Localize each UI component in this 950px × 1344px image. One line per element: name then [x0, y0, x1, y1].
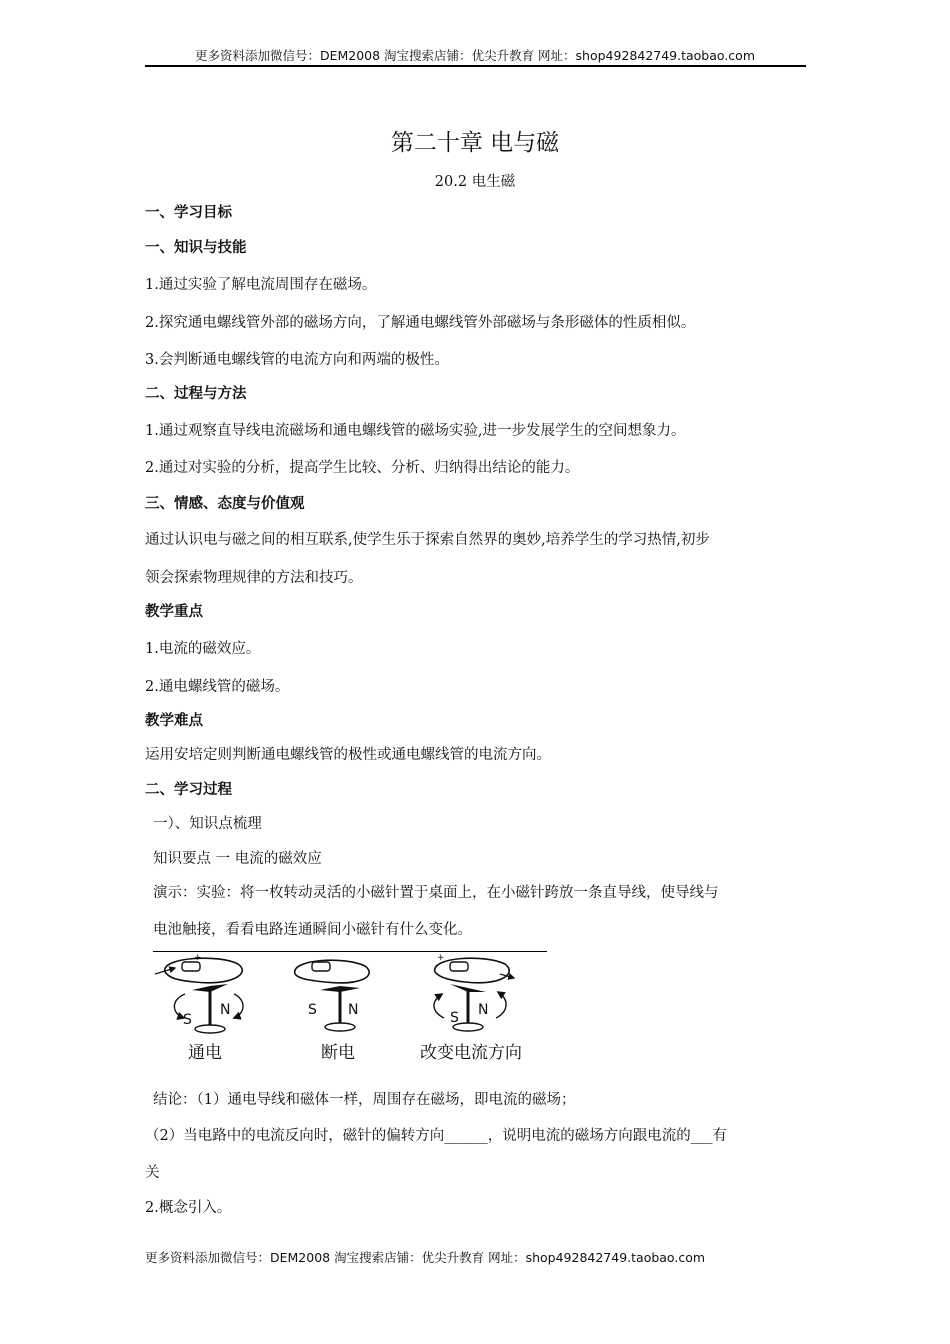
- pole-n-label: N: [348, 1002, 359, 1018]
- stand-base: [195, 1025, 225, 1033]
- conclusion-text: 关: [145, 1165, 160, 1181]
- knowledge-item: 3.会判断通电螺线管的电流方向和两端的极性。: [145, 352, 449, 368]
- emotion-text: 领会探索物理规律的方法和技巧。: [145, 570, 363, 586]
- wire-loop: [435, 958, 510, 983]
- conclusion-text: 结论：（1）通电导线和磁体一样，周围存在磁场，即电流的磁场；: [153, 1092, 576, 1108]
- goals-heading: 一、学习目标: [145, 205, 232, 221]
- knowledge-points-subheading: 一）、知识点梳理: [153, 816, 262, 832]
- process-item: 2.通过对实验的分析，提高学生比较、分析、归纳得出结论的能力。: [145, 460, 580, 476]
- difficult-point-text: 运用安培定则判断通电螺线管的极性或通电螺线管的电流方向。: [145, 747, 551, 763]
- battery-icon: [450, 962, 468, 971]
- process-item: 1.通过观察直导线电流磁场和通电螺线管的磁场实验,进一步发展学生的空间想象力。: [145, 423, 686, 439]
- demo-text: 电池触接，看看电路连通瞬间小磁针有什么变化。: [153, 922, 472, 938]
- pole-s-label: S: [450, 1010, 459, 1026]
- pole-s-label: S: [183, 1012, 192, 1028]
- process-heading: 二、过程与方法: [145, 386, 247, 402]
- knowledge-item: 1.通过实验了解电流周围存在磁场。: [145, 277, 377, 293]
- battery-plus-sign: +: [194, 953, 202, 963]
- page-header: 更多资料添加微信号：DEM2008 淘宝搜索店铺：优尖升教育 网址：shop492842749.taobao.com: [194, 48, 756, 63]
- deflection-arrow-icon: [434, 994, 444, 1018]
- learning-process-heading: 二、学习过程: [145, 782, 232, 798]
- key-point-item: 1.电流的磁效应。: [145, 641, 261, 657]
- emotion-heading: 三、情感、态度与价值观: [145, 496, 305, 512]
- deflection-arrow-icon: [496, 992, 506, 1018]
- knowledge-item: 2.探究通电螺线管外部的磁场方向，了解通电螺线管外部磁场与条形磁体的性质相似。: [145, 315, 696, 331]
- difficult-points-heading: 教学难点: [145, 713, 203, 729]
- wire-loop: [165, 958, 243, 983]
- knowledge-point-title: 知识要点 一 电流的磁效应: [153, 851, 322, 867]
- label-current-off: 断电: [321, 1043, 355, 1063]
- page-footer: 更多资料添加微信号：DEM2008 淘宝搜索店铺：优尖升教育 网址：shop492842749.taobao.com: [145, 1250, 706, 1265]
- deflection-arrow-icon: [234, 994, 243, 1018]
- emotion-text: 通过认识电与磁之间的相互联系,使学生乐于探索自然界的奥妙,培养学生的学习热情,初步: [145, 532, 710, 548]
- pole-n-label: N: [220, 1002, 231, 1018]
- battery-plus-sign: +: [437, 953, 445, 963]
- pole-s-label: S: [308, 1002, 317, 1018]
- concept-intro: 2.概念引入。: [145, 1200, 232, 1216]
- panel-reversed-current: [420, 953, 522, 1063]
- battery-icon: [182, 962, 200, 971]
- label-reversed-current: 改变电流方向: [420, 1043, 522, 1063]
- label-current-on: 通电: [188, 1043, 222, 1063]
- chapter-title: 第二十章 电与磁: [390, 130, 560, 156]
- demo-text: 演示：实验：将一枚转动灵活的小磁针置于桌面上，在小磁针跨放一条直导线，使导线与: [153, 885, 719, 901]
- wire-loop: [295, 960, 370, 983]
- key-points-heading: 教学重点: [145, 604, 203, 620]
- knowledge-heading: 一、知识与技能: [145, 240, 247, 256]
- panel-current-off: [295, 960, 370, 1063]
- key-point-item: 2.通电螺线管的磁场。: [145, 679, 290, 695]
- header-divider: [145, 65, 806, 67]
- panel-current-on: [155, 953, 243, 1063]
- pole-n-label: N: [478, 1002, 489, 1018]
- section-subtitle: 20.2 电生磁: [434, 174, 516, 190]
- oersted-experiment-figure: [150, 952, 550, 1070]
- battery-icon: [312, 962, 330, 971]
- conclusion-text: （2）当电路中的电流反向时，磁针的偏转方向______，说明电流的磁场方向跟电流的___有: [145, 1128, 727, 1144]
- stand-base: [325, 1023, 355, 1031]
